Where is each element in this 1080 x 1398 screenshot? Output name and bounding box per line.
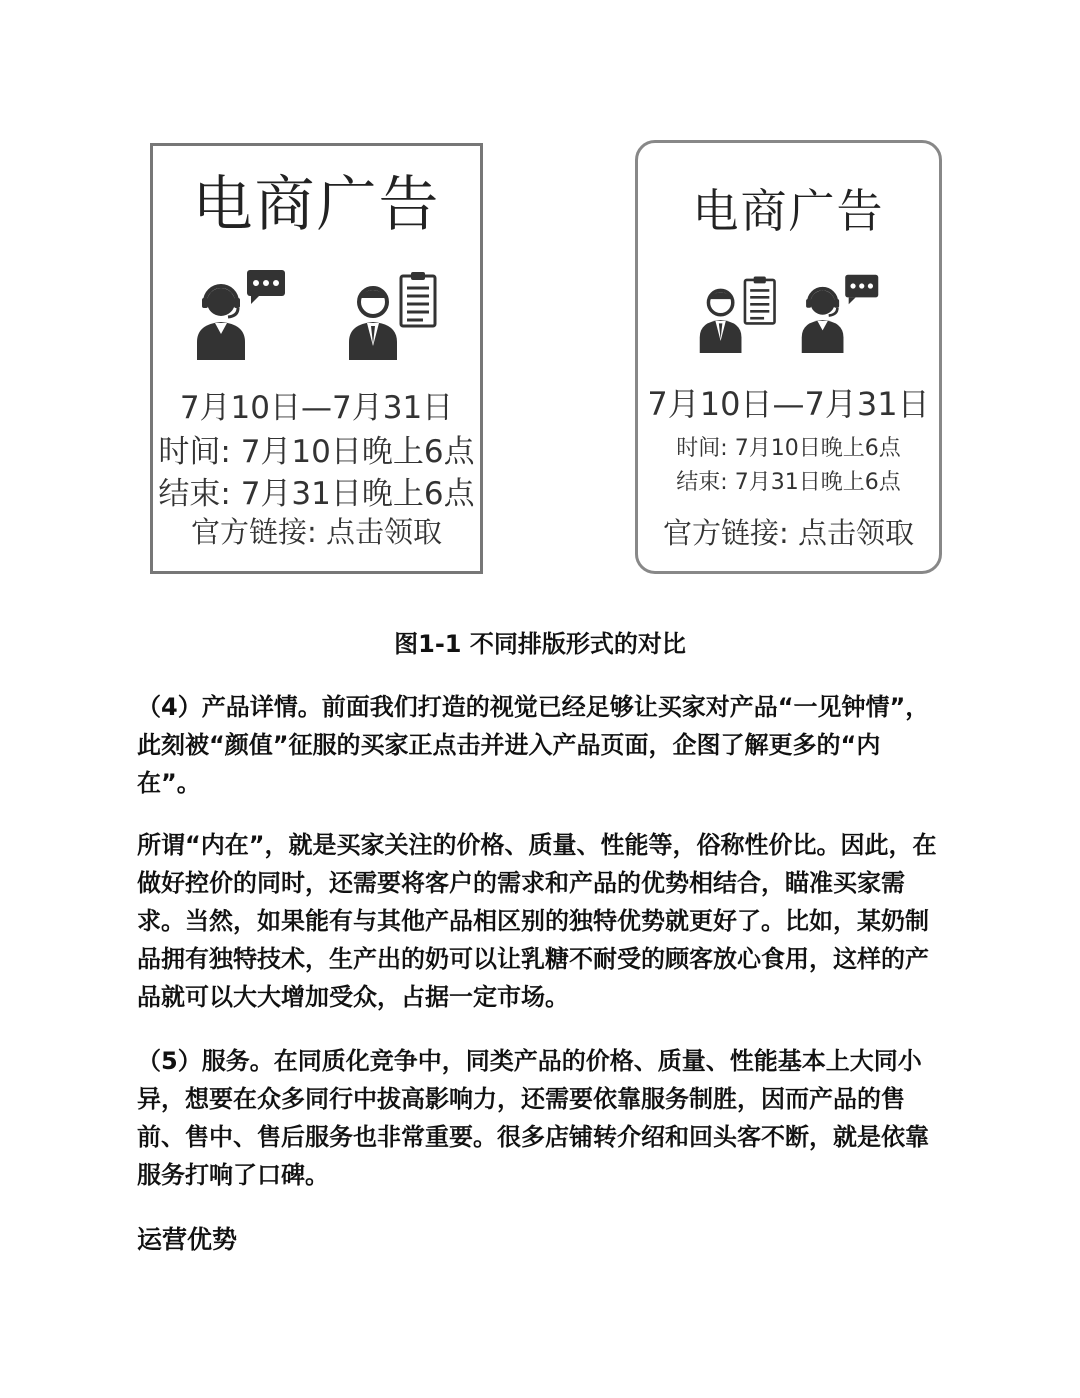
date-range: 7月10日—7月31日: [179, 390, 454, 426]
start-time: 时间: 7月10日晚上6点: [676, 436, 901, 461]
paragraph-inner-value: 所谓“内在”，就是买家关注的价格、质量、性能等，俗称性价比。因此，在做好控价的同时，还需要将客户的需求和产品的优势相结合，瞄准买家需求。当然，如果能有与其他产品相区别的独特优势就更好了。比如，某奶制品拥有独特技术，生产出的奶可以让乳糖不耐受的顾客放心食用，这样的产品就可以大大增加受众，占据一定市场。: [137, 831, 937, 1011]
paragraph-product-details: （4）产品详情。前面我们打造的视觉已经足够让买家对产品“一见钟情”，此刻被“颜值”征服的买家正点击并进入产品页面，企图了解更多的“内在”。: [137, 693, 930, 797]
end-time: 结束: 7月31日晚上6点: [676, 470, 901, 495]
ad-card-rounded: [635, 140, 942, 574]
card-title: 电商广告: [692, 184, 885, 238]
card-title: 电商广告: [192, 170, 441, 240]
date-range: 7月10日—7月31日: [647, 385, 930, 423]
official-link: 官方链接: 点击领取: [191, 515, 442, 549]
ad-card-boxed: [150, 143, 483, 574]
end-time: 结束: 7月31日晚上6点: [158, 476, 475, 512]
businessman-clipboard-icon: [698, 271, 778, 355]
official-link: 官方链接: 点击领取: [663, 516, 914, 550]
customer-service-agent-icon: [800, 271, 880, 355]
start-time: 时间: 7月10日晚上6点: [158, 434, 475, 470]
section-heading: 运营优势: [137, 1225, 238, 1254]
figure-caption: 图1-1 不同排版形式的对比: [394, 630, 686, 658]
icon-row: [153, 268, 480, 360]
customer-service-agent-icon: [195, 268, 287, 360]
paragraph-service: （5）服务。在同质化竞争中，同类产品的价格、质量、性能基本上大同小异，想要在众多同行中拔高影响力，还需要依靠服务制胜，因而产品的售前、售中、售后服务也非常重要。很多店铺转介绍和回头客不断，就是依靠服务打响了口碑。: [137, 1047, 929, 1189]
icon-row: [638, 271, 939, 355]
businessman-clipboard-icon: [347, 268, 439, 360]
